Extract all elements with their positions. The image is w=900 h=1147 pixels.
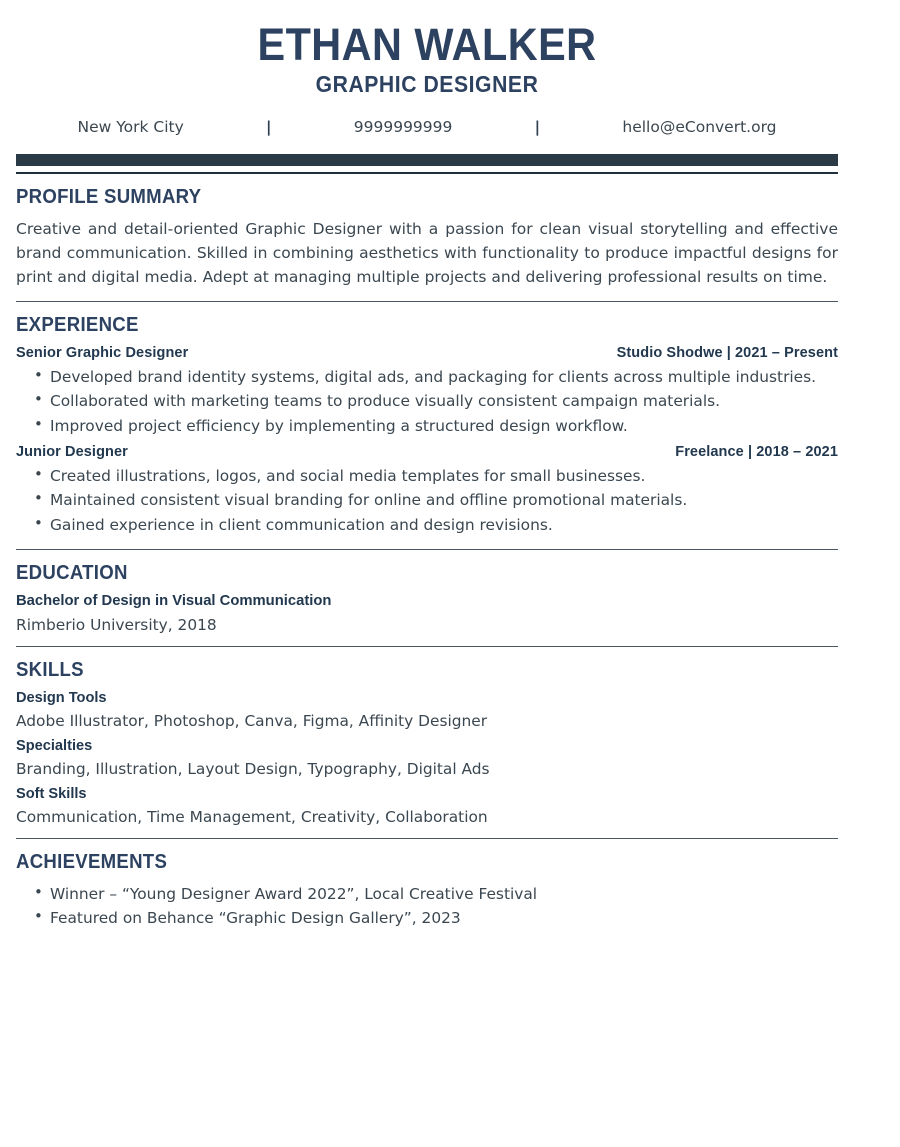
contact-email: hello@eConvert.org: [622, 118, 777, 136]
section-education: [16, 550, 838, 634]
experience-entry-header: [16, 345, 838, 361]
list-item: • Gained experience in client communication and design revisions.: [16, 513, 838, 537]
experience-entry: [16, 444, 838, 537]
contact-location: New York City: [77, 118, 184, 136]
list-item: • Created illustrations, logos, and social media templates for small businesses.: [16, 464, 838, 488]
contact-separator-2: |: [534, 118, 541, 136]
section-achievements: [16, 839, 838, 931]
job-title: Senior Graphic Designer: [16, 345, 189, 362]
contact-phone: 9999999999: [353, 118, 453, 136]
skill-group-label: Design Tools: [16, 690, 107, 707]
experience-entry: [16, 345, 838, 438]
skill-group-label: Soft Skills: [16, 786, 87, 803]
education-degree: Bachelor of Design in Visual Communication: [16, 593, 332, 610]
section-title-education: EDUCATION: [16, 562, 128, 585]
section-title-profile-summary: PROFILE SUMMARY: [16, 186, 202, 208]
achievements-bullet-list: [16, 882, 838, 931]
contact-line: [16, 118, 838, 136]
job-bullet-list: [16, 365, 838, 438]
resume-header: [16, 0, 838, 136]
skill-group-value: Branding, Illustration, Layout Design, Typography, Digital Ads: [16, 760, 490, 779]
skill-group-value: Communication, Time Management, Creativity, Collaboration: [16, 808, 488, 827]
candidate-role: GRAPHIC DESIGNER: [315, 71, 539, 97]
section-title-experience: EXPERIENCE: [16, 314, 139, 337]
list-item: • Maintained consistent visual branding for online and offline promotional materials.: [16, 488, 838, 512]
skill-group-label: Specialties: [16, 738, 93, 755]
section-title-skills: SKILLS: [16, 659, 84, 682]
job-company-dates: Freelance | 2018 – 2021: [675, 444, 838, 461]
job-title: Junior Designer: [16, 444, 128, 461]
experience-entry-header: [16, 444, 838, 460]
list-item: • Developed brand identity systems, digital ads, and packaging for clients across multiple industries.: [16, 365, 838, 389]
list-item: • Featured on Behance “Graphic Design Gallery”, 2023: [16, 906, 838, 930]
skill-group-value: Adobe Illustrator, Photoshop, Canva, Figma, Affinity Designer: [16, 712, 488, 731]
header-thick-rule: [16, 154, 838, 166]
section-title-achievements: ACHIEVEMENTS: [16, 851, 168, 874]
list-item: • Collaborated with marketing teams to produce visually consistent campaign materials.: [16, 389, 838, 413]
contact-separator-1: |: [266, 118, 272, 136]
list-item: • Improved project efficiency by implementing a structured design workflow.: [16, 414, 838, 438]
section-experience: [16, 302, 838, 537]
job-company-dates: Studio Shodwe | 2021 – Present: [616, 345, 838, 362]
section-profile-summary: [16, 174, 838, 289]
candidate-name: ETHAN WALKER: [257, 19, 597, 70]
education-school: Rimberio University, 2018: [16, 616, 217, 635]
job-bullet-list: [16, 464, 838, 537]
list-item: • Winner – “Young Designer Award 2022”, Local Creative Festival: [16, 882, 838, 906]
section-skills: [16, 647, 838, 826]
profile-summary-text: Creative and detail-oriented Graphic Designer with a passion for clean visual storytelling and effective brand communication. Skilled in combining aesthetics with functionality to produce impactful designs for print and digital media. Adept at managing multiple projects and delivering professional results on time.: [16, 220, 838, 287]
